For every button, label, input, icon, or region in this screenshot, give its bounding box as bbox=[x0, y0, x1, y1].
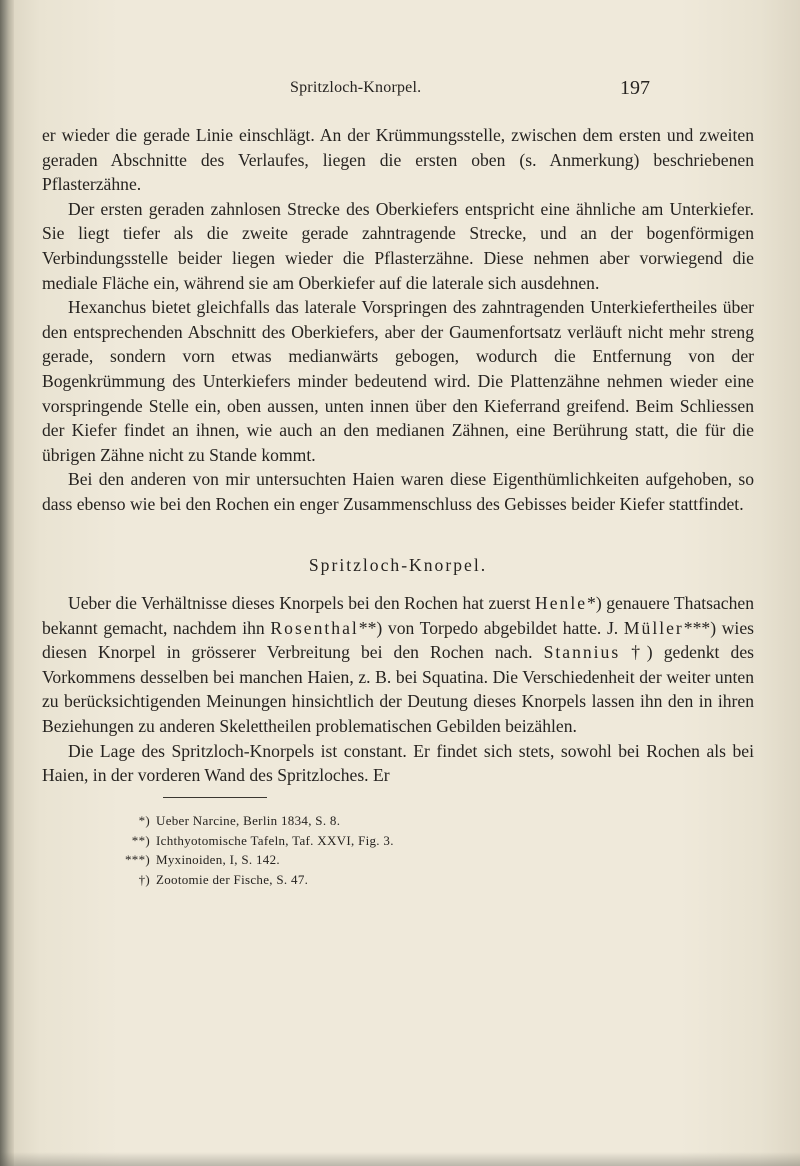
footnote-rule bbox=[163, 797, 267, 798]
body-text bbox=[42, 123, 754, 788]
paragraph-3: Hexanchus bietet gleichfalls das laterale Vorspringen des zahntragenden Unterkiefertheiles über den entsprechenden Abschnitt des Oberkiefers, aber der Gaumenfortsatz verläuft nicht mehr streng gerade, sondern vorn etwas medianwärts gebogen, wodurch die Entfernung von der Bogenkrümmung des Unterkiefers minder bedeutend wird. Die Plattenzähne nehmen wieder eine vorspringende Stelle ein, oben aussen, unten innen über den Kieferrand greifend. Beim Schliessen der Kiefer findet an ihnen, wie auch an den medianen Zähnen, eine Berührung statt, die für die übrigen Zähne nicht zu Stande kommt. bbox=[42, 297, 754, 465]
footnote-3 bbox=[116, 850, 394, 870]
paragraph-4: Bei den anderen von mir untersuchten Haien waren diese Eigenthümlichkeiten aufgehoben, so dass ebenso wie bei den Rochen ein enger Zusammenschluss des Gebisses beider Kiefer stattfindet. bbox=[42, 469, 754, 514]
paragraph-5 bbox=[42, 591, 754, 739]
paragraph-5-text-c: **) von Torpedo abgebildet hatte. J. bbox=[358, 617, 619, 638]
page-bottom-edge bbox=[0, 1152, 800, 1166]
page-header bbox=[0, 79, 800, 103]
footnote-text: Ueber Narcine, Berlin 1834, S. 8. bbox=[156, 813, 341, 828]
page-number: 197 bbox=[620, 77, 650, 99]
book-binding-edge bbox=[0, 0, 14, 1166]
section-heading: Spritzloch-Knorpel. bbox=[308, 554, 488, 575]
footnote-4 bbox=[116, 870, 394, 890]
footnote-marker: †) bbox=[138, 871, 150, 887]
footnote-marker: *) bbox=[138, 813, 150, 828]
paragraph-5-text-d: ***) wies diesen Knorpel in grösserer Verbreitung bei den Rochen nach. bbox=[42, 617, 754, 663]
author-stannius: Stannius bbox=[543, 642, 621, 663]
footnote-marker: **) bbox=[131, 832, 150, 848]
paragraph-1: er wieder die gerade Linie einschlägt. An der Krümmungsstelle, zwischen dem ersten und zweiten geraden Abschnitte des Verlaufes, liegen die ersten oben (s. Anmerkung) beschriebenen Pflasterzähne. bbox=[42, 125, 754, 195]
author-henle: Henle bbox=[535, 593, 588, 614]
paragraph-5-text-b: *) genauere Thatsachen bekannt gemacht, nachdem ihn bbox=[42, 593, 755, 638]
footnote-text: Ichthyotomische Tafeln, Taf. XXVI, Fig. 3. bbox=[156, 832, 394, 848]
footnote-text: Myxinoiden, I, S. 142. bbox=[156, 852, 280, 868]
paragraph-5-text-a: Ueber die Verhältnisse dieses Knorpels bei den Rochen hat zuerst bbox=[68, 593, 531, 614]
running-title: Spritzloch-Knorpel. bbox=[290, 79, 422, 96]
footnote-text: Zootomie der Fische, S. 47. bbox=[156, 871, 309, 887]
paragraph-5-text-e: †) gedenkt des Vorkommens desselben bei manchen Haien, z. B. bei Squatina. Die Verschiedenheit der weiter unten zu berücksichtigenden Meinungen hinsichtlich der Deutung dieses Knorpels lassen ihn den in ihren Beziehungen zu anderen Skelettheilen problematischen Gebilden beizählen. bbox=[42, 642, 754, 737]
paragraph-2: Der ersten geraden zahnlosen Strecke des Oberkiefers entspricht eine ähnliche am Unterkiefer. Sie liegt tiefer als die zweite gerade zahntragende Strecke, und an der bogenförmigen Verbindungsstelle beider liegen wieder die Pflasterzähne. Diese nehmen aber vorwiegend die mediale Fläche ein, während sie am Oberkiefer auf die laterale sich ausdehnen. bbox=[42, 198, 754, 293]
paragraph-6: Die Lage des Spritzloch-Knorpels ist constant. Er findet sich stets, sowohl bei Rochen als bei Haien, in der vorderen Wand des Spritzloches. Er bbox=[42, 740, 754, 786]
author-mueller: Müller bbox=[623, 617, 684, 638]
author-rosenthal: Rosenthal bbox=[270, 617, 359, 638]
footnotes bbox=[116, 811, 394, 889]
footnote-2 bbox=[116, 831, 394, 851]
footnote-1 bbox=[116, 811, 394, 831]
footnote-marker: ***) bbox=[124, 852, 150, 868]
